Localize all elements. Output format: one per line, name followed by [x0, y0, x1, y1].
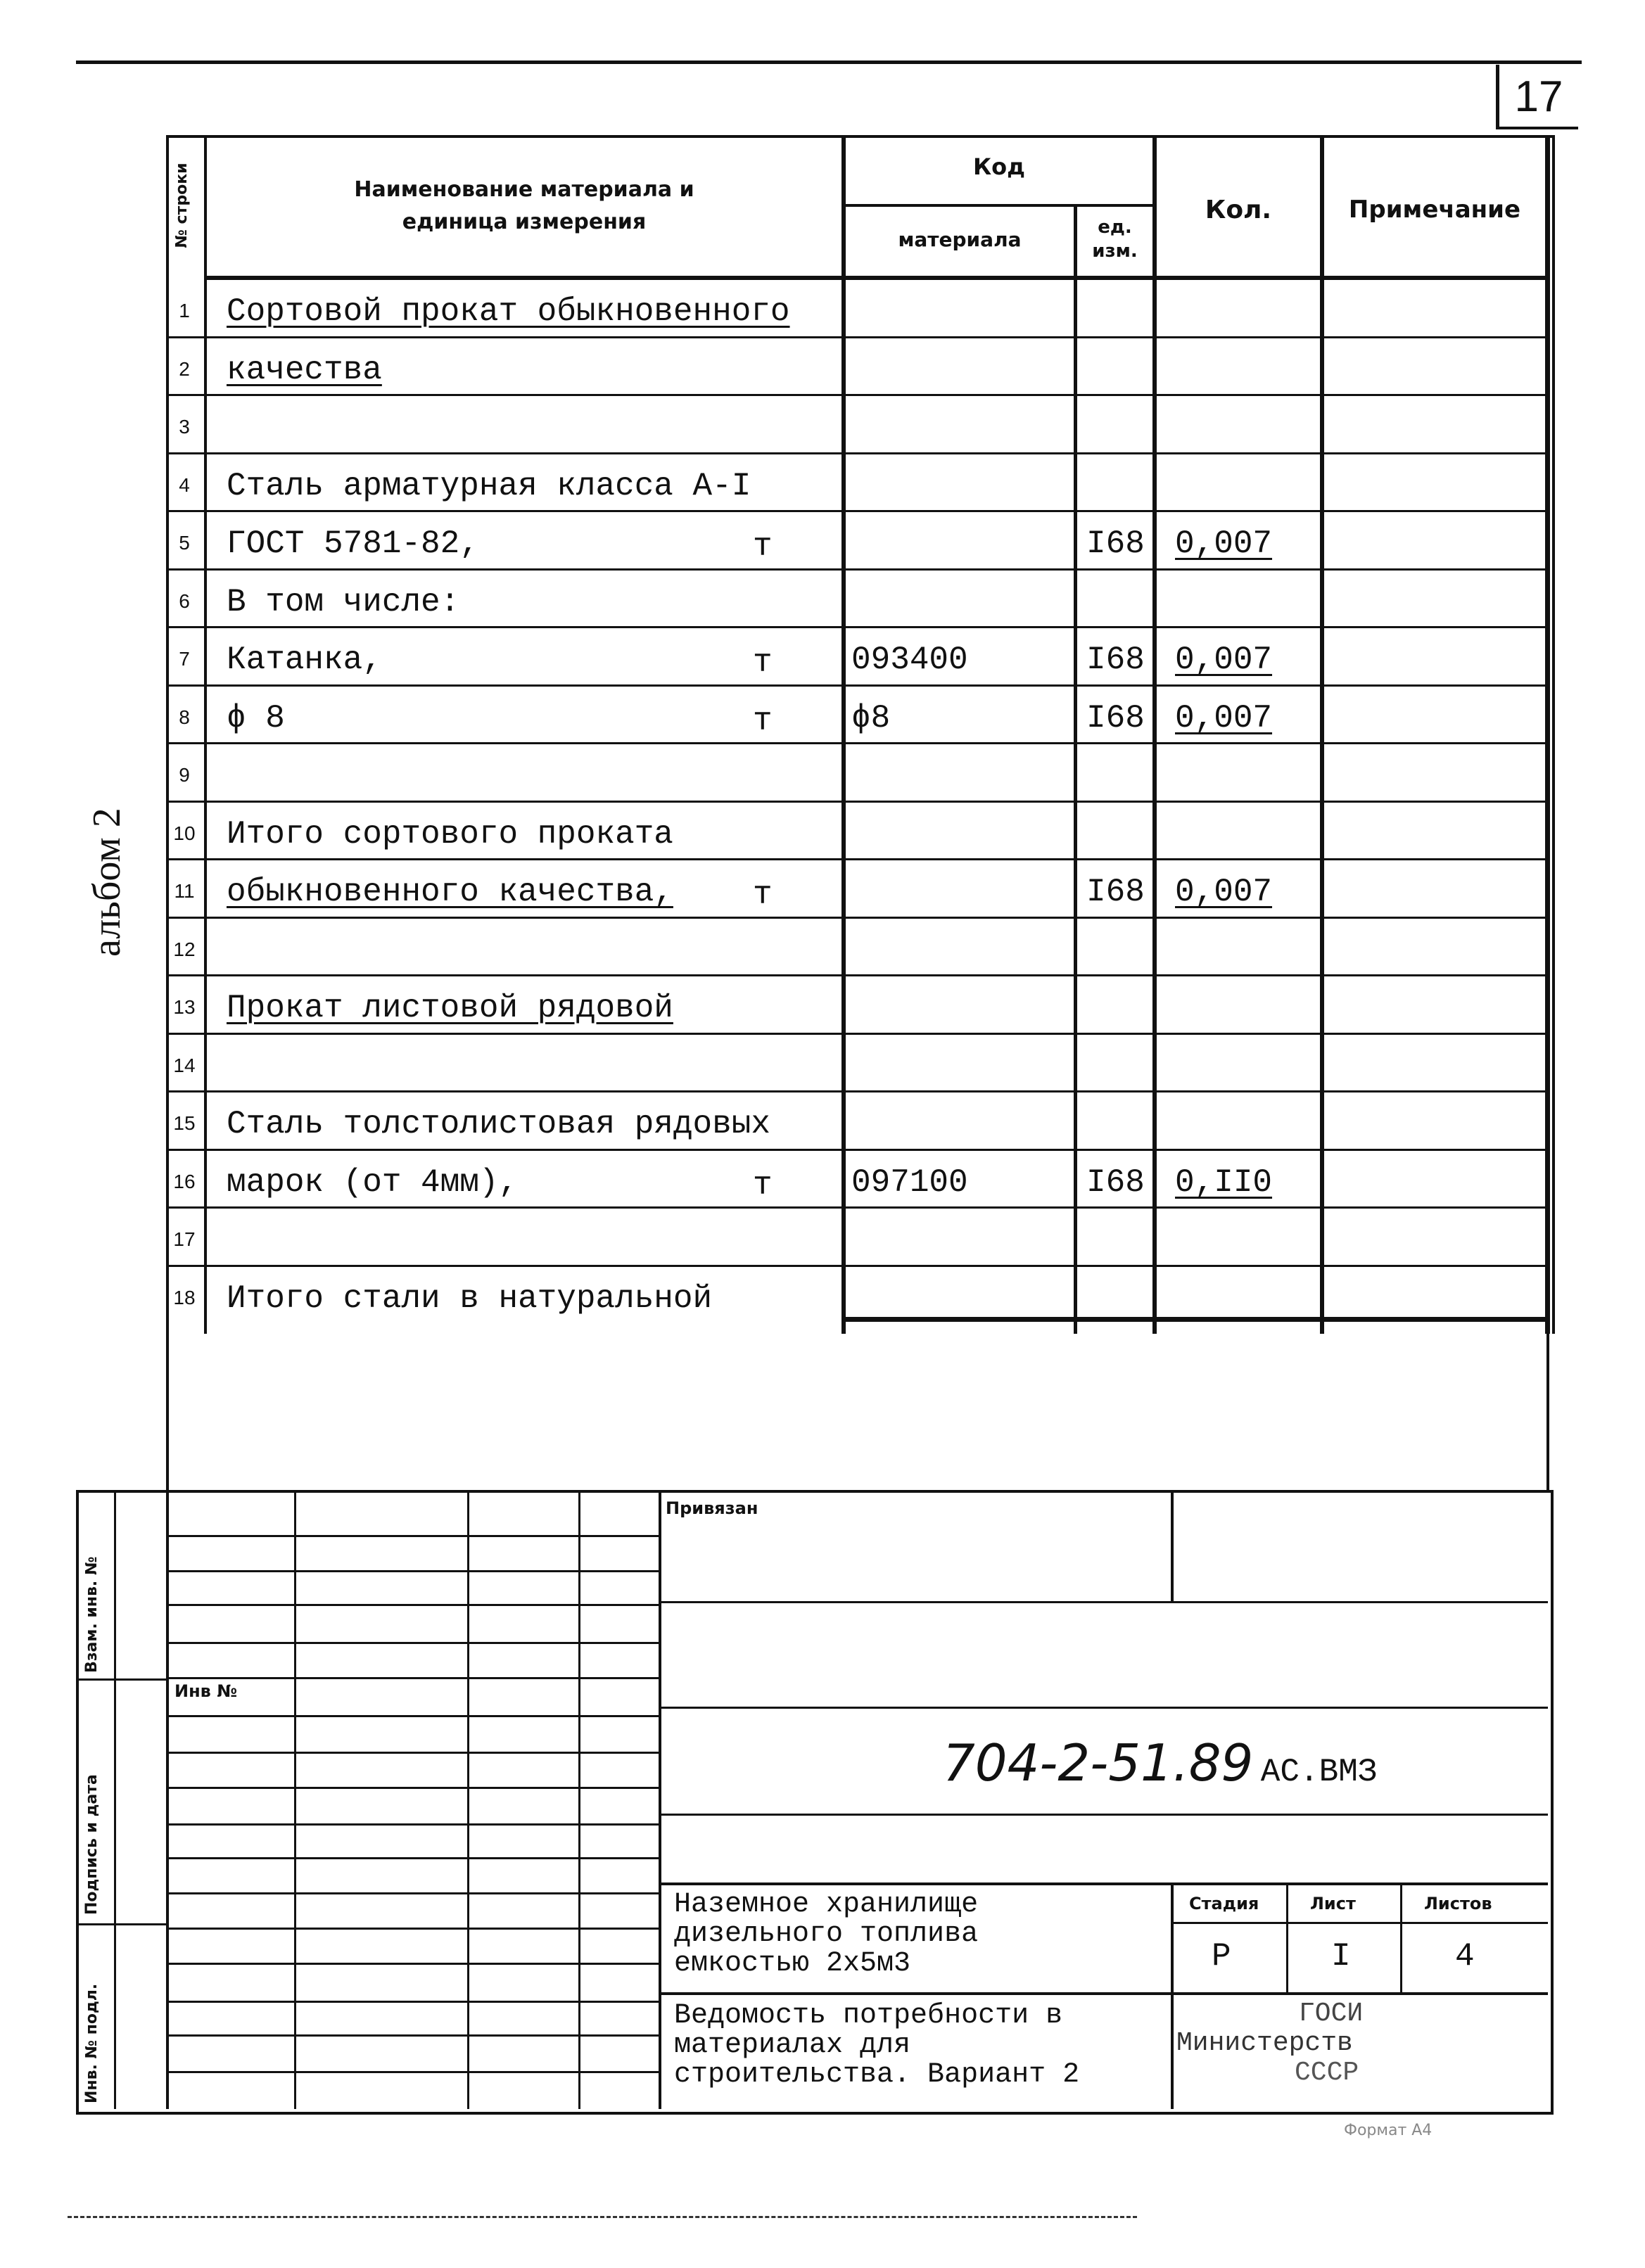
stamp-stage-head — [1171, 1922, 1548, 1924]
header-note: Примечание — [1348, 196, 1521, 224]
stamp-col-stage — [1171, 1882, 1174, 2109]
stamp-row-line — [166, 1752, 660, 1754]
row-divider — [166, 1265, 1549, 1267]
row-divider — [166, 801, 1549, 803]
stamp-row-line — [166, 2001, 660, 2003]
stage-label: Стадия — [1189, 1894, 1259, 1913]
row-name: Сталь толстолистовая рядовых — [227, 1106, 770, 1142]
left-label-3: Инв. № подл. — [83, 1983, 101, 2103]
row-divider — [166, 974, 1549, 976]
row-divider — [166, 336, 1549, 338]
sheet-title-1: Ведомость потребности в — [674, 2000, 1063, 2032]
row-quantity: 0,007 — [1175, 874, 1273, 910]
org-line-2: Министерств — [1176, 2028, 1353, 2058]
row-number: 9 — [179, 764, 190, 786]
row-quantity: 0,007 — [1175, 642, 1273, 678]
row-name: обыкновенного качества, — [227, 874, 673, 910]
data-area-bottom — [841, 1317, 1549, 1322]
org-line-3: СССР — [1295, 2058, 1359, 2088]
stamp-col-2 — [294, 1490, 296, 2109]
stamp-row-line — [166, 2034, 660, 2037]
stamp-row-line — [166, 1787, 660, 1789]
stamp-col-sheets — [1400, 1882, 1402, 1992]
side-label: альбом 2 — [85, 808, 129, 957]
row-unit: т — [753, 1167, 773, 1204]
stamp-row-line — [166, 1570, 660, 1572]
row-divider — [166, 858, 1549, 860]
strip-divider-1 — [76, 1678, 167, 1681]
row-number: 18 — [173, 1287, 196, 1308]
stamp-col-3 — [467, 1490, 469, 2109]
left-label-2: Подпись и дата — [83, 1774, 101, 1915]
object-title-1: Наземное хранилище — [674, 1889, 979, 1920]
row-name: Итого стали в натуральной — [227, 1280, 713, 1317]
col-line-unit — [1152, 135, 1157, 1334]
header-code: Код — [973, 153, 1025, 180]
row-material-code: 097100 — [851, 1164, 968, 1201]
col-line-qty — [1320, 135, 1324, 1334]
row-unit-code: I68 — [1086, 525, 1145, 562]
stamp-row-line — [166, 1857, 660, 1859]
header-code-material: материала — [898, 228, 1022, 251]
stamp-row-line — [166, 1677, 660, 1679]
bottom-rule — [68, 2216, 1137, 2218]
row-number: 8 — [179, 706, 190, 728]
header-name-2: единица измерения — [402, 210, 647, 234]
row-name: Итого сортового проката — [227, 816, 673, 853]
row-divider — [166, 742, 1549, 744]
row-unit-code: I68 — [1086, 642, 1145, 678]
row-number: 4 — [179, 474, 190, 496]
org-line-1: ГОСИ — [1299, 1999, 1364, 2029]
header-row-no: № строки — [173, 163, 191, 248]
header-qty: Кол. — [1205, 196, 1272, 224]
header-name-1: Наименование материала и — [354, 177, 694, 202]
row-number: 14 — [173, 1055, 196, 1076]
sheet-label: Лист — [1310, 1894, 1356, 1913]
top-rule — [76, 60, 1582, 64]
stamp-col-1 — [166, 1490, 169, 2109]
header-code-unit-2: изм. — [1092, 241, 1138, 262]
row-divider — [166, 510, 1549, 512]
row-unit-code: I68 — [1086, 700, 1145, 737]
stamp-col-5 — [659, 1490, 661, 2109]
row-material-code: ɸ8 — [851, 700, 891, 737]
stamp-rule-e — [659, 1992, 1548, 1995]
row-unit-code: I68 — [1086, 874, 1145, 910]
row-divider — [166, 626, 1549, 628]
header-code-divider — [841, 204, 1155, 207]
row-name: качества — [227, 352, 382, 388]
document-code-number: 704-2-51.89 — [943, 1733, 1254, 1792]
stamp-row-line — [166, 2071, 660, 2073]
header-code-unit-1: ед. — [1098, 217, 1132, 238]
row-divider — [166, 1033, 1549, 1035]
object-title-2: дизельного топлива — [674, 1918, 979, 1950]
sheets-value: 4 — [1455, 1938, 1475, 1975]
stamp-row-line — [166, 1535, 660, 1537]
row-unit: т — [753, 703, 773, 739]
row-divider — [166, 1090, 1549, 1092]
blank-area-left — [166, 1331, 169, 1493]
row-number: 5 — [179, 532, 190, 554]
row-number: 1 — [179, 300, 190, 321]
document-code-suffix: АС.ВМЗ — [1260, 1754, 1378, 1790]
stamp-row-line — [166, 1823, 660, 1826]
row-unit: т — [753, 528, 773, 565]
row-name: В том числе: — [227, 584, 460, 620]
row-name: ɸ 8 — [227, 700, 285, 737]
row-divider — [166, 452, 1549, 454]
row-number: 13 — [173, 996, 196, 1018]
row-divider — [166, 917, 1549, 919]
row-name: Катанка, — [227, 642, 382, 678]
row-material-code: 093400 — [851, 642, 968, 678]
stamp-rule-d — [659, 1882, 1548, 1885]
row-number: 15 — [173, 1112, 196, 1134]
stamp-col-4 — [578, 1490, 580, 2109]
row-number: 17 — [173, 1228, 196, 1250]
row-quantity: 0,007 — [1175, 525, 1273, 562]
col-line-note — [1545, 135, 1550, 1334]
row-number: 7 — [179, 648, 190, 670]
col-line-rownum — [204, 135, 207, 1334]
row-divider — [166, 1206, 1549, 1209]
row-name: Сталь арматурная класса А-I — [227, 468, 751, 504]
stamp-row-line — [166, 1963, 660, 1965]
stamp-row-line — [166, 1928, 660, 1930]
row-divider — [166, 684, 1549, 687]
row-unit: т — [753, 877, 773, 913]
left-label-1: Взам. инв. № — [83, 1556, 101, 1673]
stamp-col-sheet — [1286, 1882, 1288, 1992]
row-name: ГОСТ 5781-82, — [227, 525, 479, 562]
row-quantity: 0,II0 — [1175, 1164, 1273, 1201]
row-number: 2 — [179, 358, 190, 380]
stamp-row-line — [166, 1715, 660, 1717]
object-title-3: емкостью 2х5м3 — [674, 1948, 911, 1980]
stamp-rule-a — [659, 1601, 1548, 1603]
header-bottom — [204, 276, 1549, 280]
row-divider — [166, 568, 1549, 571]
row-divider — [166, 1149, 1549, 1151]
row-number: 6 — [179, 590, 190, 612]
stamp-row-line — [166, 1604, 660, 1606]
row-name: Прокат листовой рядовой — [227, 990, 673, 1026]
row-number: 11 — [174, 880, 195, 902]
blank-area-right — [1546, 1331, 1549, 1493]
sheets-label: Листов — [1424, 1894, 1492, 1913]
sheet-value: I — [1331, 1938, 1351, 1975]
format-label: Формат А4 — [1344, 2122, 1433, 2139]
sheet-title-3: строительства. Вариант 2 — [674, 2059, 1080, 2091]
document-code — [943, 1733, 1377, 1792]
row-unit-code: I68 — [1086, 1164, 1145, 1201]
row-name: Сортовой прокат обыкновенного — [227, 293, 790, 330]
page-number-box — [1496, 65, 1578, 129]
sheet-title-2: материалах для — [674, 2030, 911, 2061]
stamp-rule-c — [659, 1814, 1548, 1816]
stamp-left-strip-line — [114, 1490, 116, 2109]
row-number: 16 — [173, 1171, 196, 1192]
privyazan-label: Привязан — [666, 1498, 758, 1518]
stamp-row-line — [166, 1892, 660, 1894]
row-divider — [166, 394, 1549, 396]
stage-value: Р — [1212, 1938, 1231, 1975]
stamp-row-line — [166, 1642, 660, 1644]
row-number: 10 — [173, 822, 196, 844]
row-name: марок (от 4мм), — [227, 1164, 519, 1201]
strip-divider-2 — [76, 1923, 167, 1925]
page-number: 17 — [1514, 72, 1563, 121]
privyazan-divider — [1171, 1490, 1174, 1603]
row-number: 3 — [179, 416, 190, 438]
row-number: 12 — [173, 938, 196, 960]
stamp-rule-b — [659, 1707, 1548, 1709]
row-quantity: 0,007 — [1175, 700, 1273, 737]
inv-no-label: Инв № — [174, 1681, 238, 1701]
col-line-material — [1074, 204, 1077, 1334]
row-unit: т — [753, 644, 773, 681]
col-line-name — [841, 135, 846, 1334]
